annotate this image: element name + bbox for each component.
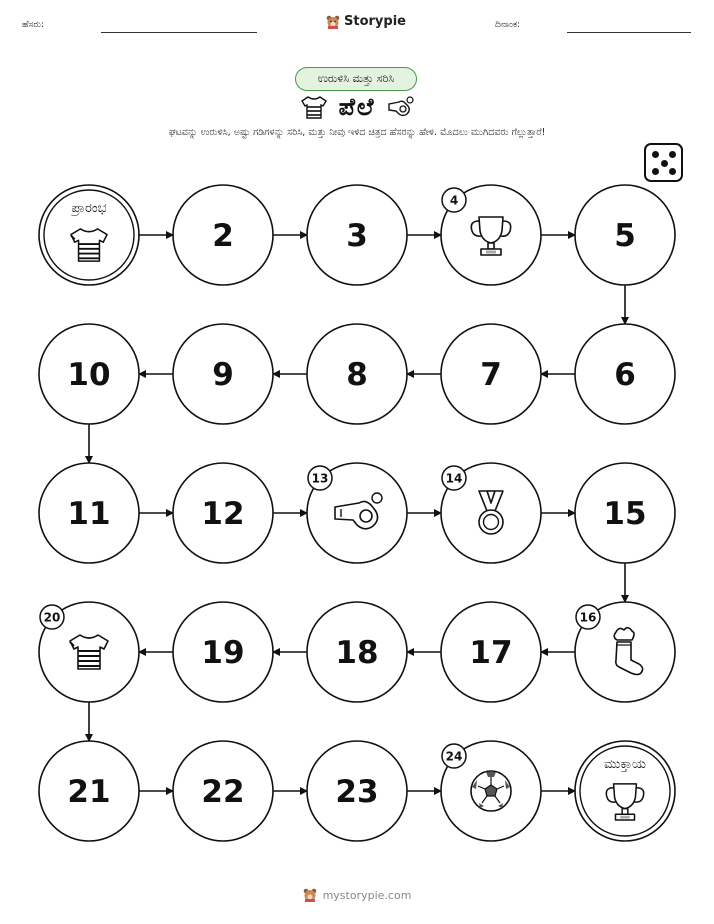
board-space-22[interactable] <box>173 741 273 841</box>
space-number: 19 <box>201 635 245 671</box>
space-number: 2 <box>212 218 234 254</box>
space-number: 5 <box>614 218 636 254</box>
space-number: 18 <box>335 635 379 671</box>
space-badge-number: 14 <box>445 471 463 486</box>
bear-logo-icon <box>303 888 317 902</box>
board-space-2[interactable] <box>173 185 273 285</box>
space-badge-number: 20 <box>43 610 61 625</box>
board-space-19[interactable] <box>173 602 273 702</box>
board-space-1[interactable] <box>39 185 139 285</box>
board-space-3[interactable] <box>307 185 407 285</box>
instructions: ಘಟವನ್ನು ಉರುಳಿಸಿ, ಅಷ್ಟು ಗಡಿಗಳನ್ನು ಸರಿಸಿ, ಮತ್ತು ನೀವು ಇಳಿದ ಚಿತ್ರದ ಹೆಸರನ್ನು ಹೇಳಿ. ಮೊದಲು ಮುಗಿದವರು ಗೆಲ್ಲುತ್ತಾರೆ! <box>168 127 546 138</box>
space-number: 15 <box>603 496 647 532</box>
space-badge-number: 13 <box>311 471 329 486</box>
board-space-7[interactable] <box>441 324 541 424</box>
space-number: 21 <box>67 774 111 810</box>
space-number: 12 <box>201 496 245 532</box>
space-number: 6 <box>614 357 636 393</box>
space-number: 9 <box>212 357 234 393</box>
name-label: ಹೆಸರು: <box>22 20 45 30</box>
board-space-24[interactable] <box>441 741 541 841</box>
board-space-23[interactable] <box>307 741 407 841</box>
board-space-12[interactable] <box>173 463 273 563</box>
space-number: 22 <box>201 774 245 810</box>
finish-label: ಮುಕ್ತಾಯ <box>604 757 646 772</box>
board-space-4[interactable] <box>441 185 541 285</box>
board-space-15[interactable] <box>575 463 675 563</box>
board-space-6[interactable] <box>575 324 675 424</box>
brand-name: Storypie <box>344 14 406 29</box>
board-space-21[interactable] <box>39 741 139 841</box>
space-number: 7 <box>480 357 502 393</box>
space-number: 3 <box>346 218 368 254</box>
board-space-5[interactable] <box>575 185 675 285</box>
date-label: ದಿನಾಂಕ: <box>495 20 521 30</box>
footer <box>0 888 714 902</box>
space-badge-number: 4 <box>449 193 459 208</box>
space-badge-number: 16 <box>579 610 597 625</box>
board-space-9[interactable] <box>173 324 273 424</box>
space-number: 17 <box>469 635 513 671</box>
board-space-14[interactable] <box>441 463 541 563</box>
board-space-20[interactable] <box>39 602 139 702</box>
footer-site: mystorypie.com <box>322 888 412 902</box>
space-number: 8 <box>346 357 368 393</box>
space-number: 11 <box>67 496 111 532</box>
space-number: 10 <box>67 357 111 393</box>
board-space-16[interactable] <box>575 602 675 702</box>
board-space-13[interactable] <box>307 463 407 563</box>
soccer-ball-icon <box>471 771 511 811</box>
board-space-18[interactable] <box>307 602 407 702</box>
board-space-25[interactable] <box>575 741 675 841</box>
space-badge-number: 24 <box>445 749 463 764</box>
board-space-10[interactable] <box>39 324 139 424</box>
board-space-8[interactable] <box>307 324 407 424</box>
start-label: ಪ್ರಾರಂಭ <box>71 201 107 216</box>
board-space-17[interactable] <box>441 602 541 702</box>
activity-pill-label: ಉರುಳಿಸಿ ಮತ್ತು ಸರಿಸಿ <box>317 72 395 85</box>
board-space-11[interactable] <box>39 463 139 563</box>
page-title: ಪೆಲೆ <box>338 93 376 121</box>
space-number: 23 <box>335 774 379 810</box>
